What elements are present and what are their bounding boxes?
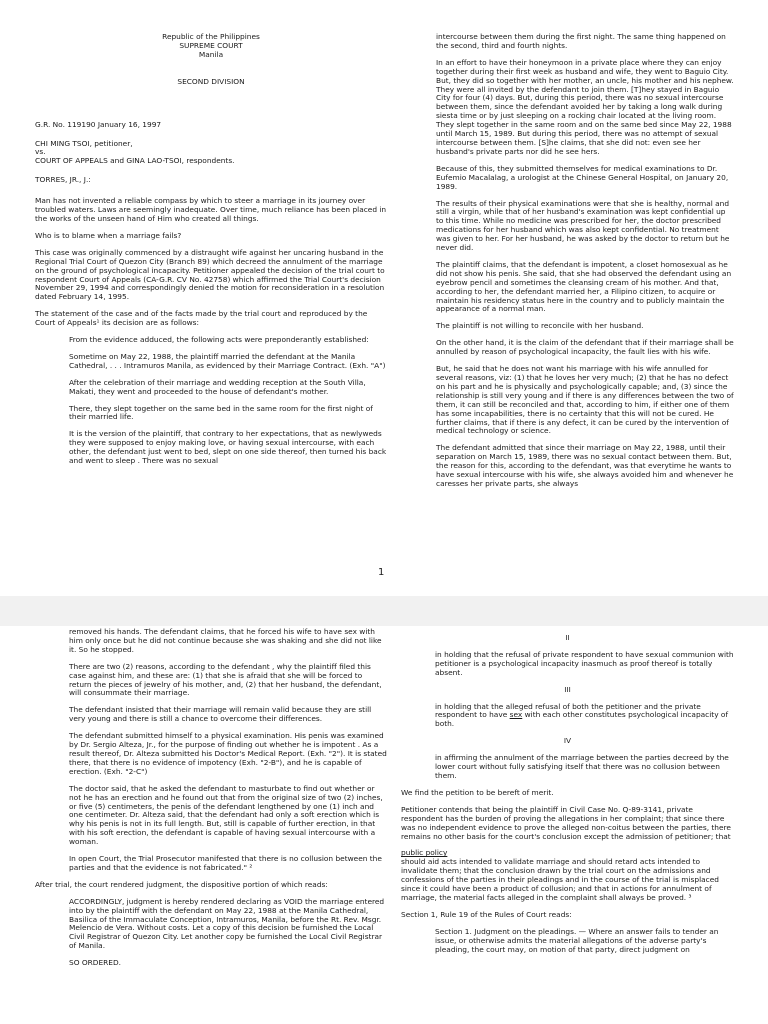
quoted-paragraph: Because of this, they submitted themselves for medical examinations to Dr. Eufemio Macalalag, a urologist at the Chinese General Hospital, on January 20, 1989. — [436, 163, 729, 191]
quoted-paragraph: The plaintiff claims, that the defendant is impotent, a closet homosexual as he did not show his penis. She said, that she had observed the defendant using an eyebrow pencil and sometimes the cleansing cream of his mother. And that, according to her, the defendant married her, a Filipino citizen, to acquire or maintain his residency status here in the country and to publicly maintain the appearance of a normal man. — [436, 259, 732, 314]
quoted-paragraph: removed his hands. The defendant claims, that he forced his wife to have sex with him only once but he did not continue because she was shaking and she did not like it. So he stopped. — [69, 627, 382, 654]
assigned-error — [435, 703, 734, 730]
page-one-left-column — [35, 33, 387, 474]
error-text: with each other constitutes psychological incapacity of both. — [435, 710, 729, 729]
quoted-paragraph: In open Court, the Trial Prosecutor manifested that there is no collusion between the parties and that the evidence is not fabricated." ² — [69, 854, 382, 872]
public-policy-link[interactable]: public policy — [401, 848, 448, 858]
ponente: TORRES, JR., J.: — [35, 175, 91, 185]
error-number: III — [564, 684, 571, 694]
assigned-error: in holding that the refusal of private respondent to have sexual communion with petitioner is a psychological incapacity inasmuch as proof thereof is totally absent. — [435, 649, 734, 677]
paragraph: Who is to blame when a marriage fails? — [35, 230, 182, 240]
case-number: G.R. No. 119190 January 16, 1997 — [35, 119, 162, 129]
quoted-paragraph: There are two (2) reasons, according to the defendant , why the plaintiff filed this case against him, and these are: (1) that she is afraid that she will be forced to return the pieces of jewelry of his mother, and, (2) that her husband, the defendant, will consummate their marriage. — [69, 661, 382, 698]
case-parties — [35, 140, 387, 167]
paragraph: Section 1, Rule 19 of the Rules of Court reads: — [401, 909, 572, 919]
paragraph: After trial, the court rendered judgment, the dispositive portion of which reads: — [35, 879, 328, 889]
paragraph: We find the petition to be bereft of merit. — [401, 787, 554, 797]
quoted-paragraph: There, they slept together on the same bed in the same room for the first night of their married life. — [69, 403, 373, 422]
error-number: IV — [563, 736, 572, 746]
page-number: 1 — [378, 567, 385, 578]
versus-label: vs. — [35, 147, 46, 157]
quoted-paragraph: The defendant admitted that since their marriage on May 22, 1988, until their separation on March 15, 1989, there was no sexual contact between them. But, the reason for this, according to the defendant, was that everytime he wants to have sexual intercourse with his wife, she always avoided him and whenever he caresses her private parts, she always — [436, 443, 734, 488]
header-republic: Republic of the Philippines — [162, 32, 260, 41]
quoted-paragraph: The defendant submitted himself to a physical examination. His penis was examined by Dr. Sergio Alteza, Jr., for the purpose of finding out whether he is impotent . As a result thereof, Dr. Alteza submitted his Doctor's Medical Report. (Exh. "2"). It is stated there, that there is no evidence of impotency (Exh. "2-B"), and he is capable of erection. (Exh. "2-C") — [69, 731, 387, 776]
page-one-right-column — [436, 33, 734, 497]
court-header — [35, 33, 387, 60]
header-city: Manila — [198, 49, 224, 59]
quoted-paragraph: On the other hand, it is the claim of the defendant that if their marriage shall be annulled by reason of psychological incapacity, the fault lies with his wife. — [436, 338, 734, 357]
division-title: SECOND DIVISION — [177, 76, 245, 86]
paragraph: Petitioner contends that being the plaintiff in Civil Case No. Q-89-3141, private respondent has the burden of proving the allegations in her complaint; that since there was no independent evidence to prove the alleged non-coitus between the parties, there remains no other basis for the court's conclusion except the admission of petitioner; that — [401, 804, 731, 841]
paragraph: This case was originally commenced by a distraught wife against her uncaring husband in the Regional Trial Court of Quezon City (Branch 89) which decreed the annulment of the marriage on the ground of psychological incapacity. Petitioner appealed the decision of the trial court to respondent Court of Appeals (CA-G.R. CV No. 42758) which affirmed the Trial Court's decision November 29, 1994 and correspondingly denied the motion for reconsideration in a resolution dated February 14, 1995. — [35, 247, 385, 302]
assigned-error: in affirming the annulment of the marriage between the parties decreed by the lower court without fully satisfying itself that there was no collusion between them. — [435, 753, 729, 780]
quoted-paragraph: After the celebration of their marriage and wedding reception at the South Villa, Makati, they went and proceeded to the house of defendant's mother. — [69, 377, 366, 396]
quoted-paragraph: In an effort to have their honeymoon in a private place where they can enjoy together during their first week as husband and wife, they went to Baguio City. But, they did so together with her mother, an uncle, his mother and his nephew. They were all invited by the defendant to join them. [T]hey stayed in Baguio City for four (4) days. But, during this period, there was no sexual intercourse between them, since the defendant avoided her by taking a long walk during siesta time or by just sleeping on a rocking chair located at the living room. They slept together in the same room and on the same bed since May 22, 1988 until March 15, 1989. But during this period, there was no attempt of sexual intercourse between them. [S]he claims, that she did not: even see her husband's private parts nor did he see hers. — [436, 57, 734, 156]
paragraph: Man has not invented a reliable compass by which to steer a marriage in its journey over troubled waters. Laws are seemingly inadequate. Over time, much reliance has been placed in the works of the unseen hand of Him who created all things. — [35, 196, 387, 223]
quoted-paragraph: The doctor said, that he asked the defendant to masturbate to find out whether or not he has an erection and he found out that from the original size of two (2) inches, or five (5) centimeters, the penis of the defendant lengthened by one (1) inch and one centimeter. Dr. Alteza said, that the defendant had only a soft erection which is why his penis is not in its full length. But, still is capable of further erection, in that with his soft erection, the defendant is capable of having sexual intercourse with a woman. — [69, 783, 383, 847]
respondents-name: COURT OF APPEALS and GINA LAO-TSOI, respondents. — [35, 156, 235, 166]
quoted-paragraph: SO ORDERED. — [69, 958, 122, 968]
header-court: SUPREME COURT — [179, 40, 243, 50]
quoted-paragraph: The defendant insisted that their marriage will remain valid because they are still very young and there is still a chance to overcome their differences. — [69, 705, 372, 724]
quoted-paragraph: But, he said that he does not want his marriage with his wife annulled for several reasons, viz: (1) that he loves her very much; (2) that he has no defect on his part and he is physically and psychologically capable; and, (3) since the relationship is still very young and if there is any differences between the two of them, it can still be reconciled and that, according to him, if either one of them has some incapabilities, there is no certainty that this will not be cured. He further claims, that if there is any defect, it can be cured by the intervention of medical technology or science. — [436, 364, 734, 436]
quoted-paragraph: intercourse between them during the first night. The same thing happened on the second, third and fourth nights. — [436, 32, 726, 50]
quoted-paragraph: Sometime on May 22, 1988, the plaintiff married the defendant at the Manila Cathedral, . . . Intramuros Manila, as evidenced by their Marriage Contract. (Exh. "A") — [69, 351, 386, 370]
paragraph: should aid acts intended to validate marriage and should retard acts intended to invalidate them; that the conclusion drawn by the trial court on the admissions and confessions of the parties in their pleadings and in the course of the trial is misplaced since it could have been a product of collusion; and that in actions for annulment of marriage, the material facts alleged in the complaint shall always be proved. ³ — [401, 857, 719, 902]
page-two — [0, 600, 768, 1024]
page-two-left-column — [35, 628, 387, 976]
error-text: in holding that the alleged refusal of both the petitioner and the private respondent to have — [435, 701, 701, 720]
error-number: II — [565, 633, 570, 642]
quoted-paragraph: The results of their physical examinations were that she is healthy, normal and still a virgin, while that of her husband's examination was kept confidential up to this time. While no medicine was prescribed for her, the doctor prescribed medications for her husband which was also kept confidential. No treatment was given to her. For her husband, he was asked by the doctor to return but he never did. — [436, 198, 730, 253]
page-two-right-column — [401, 628, 734, 962]
underlined-term: sex — [509, 710, 523, 720]
petitioner-name: CHI MING TSOI, petitioner, — [35, 138, 133, 148]
paragraph: The statement of the case and of the facts made by the trial court and reproduced by the Court of Appeals¹ its decision are as follows: — [35, 309, 368, 328]
quoted-paragraph: Section 1. Judgment on the pleadings. — Where an answer fails to tender an issue, or otherwise admits the material allegations of the adverse party's pleading, the court may, on motion of that party, direct judgment on — [435, 926, 719, 954]
quoted-paragraph: It is the version of the plaintiff, that contrary to her expectations, that as newlyweds they were supposed to enjoy making love, or having sexual intercourse, with each other, the defendant just went to bed, slept on one side thereof, then turned his back and went to sleep . There was no sexual — [69, 429, 387, 466]
quoted-paragraph: ACCORDINGLY, judgment is hereby rendered declaring as VOID the marriage entered into by the plaintiff with the defendant on May 22, 1988 at the Manila Cathedral, Basilica of the Immaculate Conception, Intramuros, Manila, before the Rt. Rev. Msgr. Melencio de Vera. Without costs. Let a copy of this decision be furnished the Local Civil Registrar of Quezon City. Let another copy be furnished the Local Civil Registrar of Manila. — [69, 896, 385, 951]
quoted-paragraph: The plaintiff is not willing to reconcile with her husband. — [436, 321, 644, 331]
quoted-paragraph: From the evidence adduced, the following acts were preponderantly established: — [69, 335, 369, 345]
